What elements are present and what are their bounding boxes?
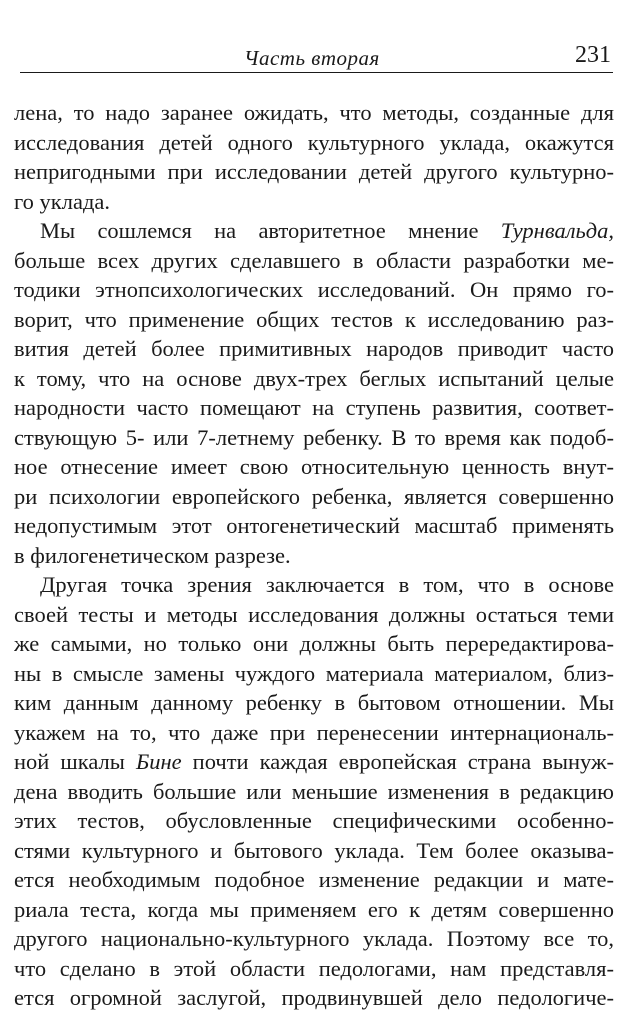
text-line: ворит, что применение общих тестов к исследованию раз- (14, 306, 614, 332)
text-line: другого национально-культурного уклада. Поэтому все то, (14, 926, 614, 951)
text-line: стями культурного и бытового уклада. Тем более оказыва- (14, 837, 614, 863)
text-line: риала теста, когда мы применяем его к детям совершенно (14, 896, 614, 922)
text-line: ны в смысле замены чуждого материала материалом, близ- (14, 660, 614, 686)
text-line: к тому, что на основе двух-трех беглых испытаний целые (14, 365, 614, 391)
header-title: Часть вторая (244, 46, 380, 70)
text-line: народности часто помещают на ступень развития, соответ- (14, 395, 614, 420)
text-line: ри психологии европейского ребенка, является совершенно (14, 483, 614, 509)
text-line: этих тестов, обусловленные специфическими особенно- (14, 808, 614, 833)
text-line: ется необходимым подобное изменение редакции и мате- (14, 867, 614, 892)
text-line: непригодными при исследовании детей другого культурно- (14, 159, 614, 184)
text-line: укажем на то, что даже при перенесении интернациональ- (14, 719, 614, 745)
text-line (14, 216, 614, 246)
page-number: 231 (575, 42, 611, 68)
text-line: вития детей более примитивных народов приводит часто (14, 336, 614, 361)
text-line: больше всех других сделавшего в области разработки ме- (14, 247, 614, 273)
text-line: ное отнесение имеет свою относительную ценность внут- (14, 454, 614, 479)
text-line: исследования детей одного культурного уклада, окажутся (14, 129, 614, 155)
text-run: почти каждая европейская страна вынуж- (181, 749, 614, 774)
text-line: лена, то надо заранее ожидать, что методы, созданные для (14, 100, 614, 125)
text-run: ной шкалы (14, 749, 136, 774)
text-line: недопустимым этот онтогенетический масштаб применять (14, 513, 614, 538)
text-line: что сделано в этой области педологами, нам представля- (14, 955, 614, 981)
body-text (14, 98, 614, 1013)
running-header (20, 42, 613, 73)
text-line: Другая точка зрения заключается в том, что в основе (40, 572, 614, 597)
text-line: ким данным данному ребенку в бытовом отношении. Мы (14, 690, 614, 715)
italic-name: Турнвальда, (500, 218, 614, 243)
text-line: го уклада. (14, 188, 110, 214)
text-run: Мы сошлемся на авторитетное мнение (40, 218, 501, 243)
text-line: ется огромной заслугой, продвинувшей дело педологиче- (14, 985, 614, 1010)
text-line: в филогенетическом разрезе. (14, 542, 291, 568)
text-line: дена вводить большие или меньшие изменения в редакцию (14, 778, 614, 804)
italic-name: Бине (135, 749, 182, 774)
text-line (14, 747, 614, 777)
text-line: ствующую 5- или 7-летнему ребенку. В то время как подоб- (14, 424, 614, 450)
text-line: тодики этнопсихологических исследований. Он прямо го- (14, 277, 614, 302)
text-line: же самыми, но только они должны быть перередактирова- (14, 631, 614, 656)
text-line: своей тесты и методы исследования должны остаться теми (14, 601, 614, 627)
